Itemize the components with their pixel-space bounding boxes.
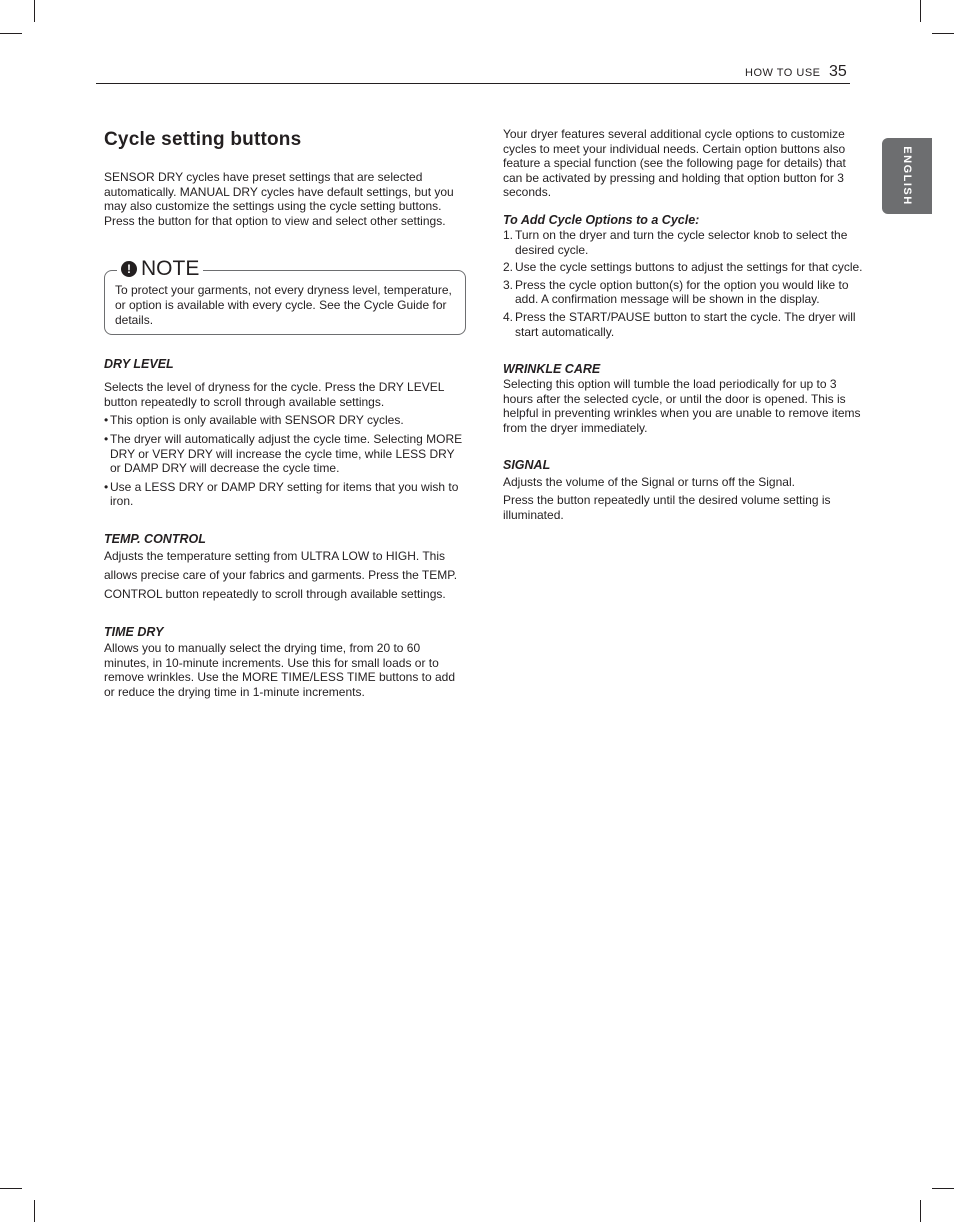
add-options-heading: To Add Cycle Options to a Cycle:: [503, 212, 700, 227]
crop-mark: [920, 1200, 921, 1222]
intro-paragraph: SENSOR DRY cycles have preset settings that are selected automatically. MANUAL DRY cycles have default settings, but you may also customize the settings using the cycle setting buttons. Press the button for that option to view and select other settings.: [104, 170, 454, 228]
crop-mark: [932, 33, 954, 34]
signal-heading: SIGNAL: [503, 457, 551, 472]
warning-icon: !: [121, 261, 137, 277]
signal-text: Adjusts the volume of the Signal or turns off the Signal.: [503, 474, 795, 489]
wrinkle-care-heading: WRINKLE CARE: [503, 362, 601, 377]
time-dry-heading: TIME DRY: [104, 624, 164, 639]
list-item: 2. Use the cycle settings buttons to adjust the settings for that cycle.: [503, 260, 863, 275]
note-text: To protect your garments, not every dryness level, temperature, or option is available with every cycle. See the Cycle Guide for details.: [115, 283, 452, 327]
crop-mark: [34, 1200, 35, 1222]
note-box: [104, 257, 466, 335]
dry-level-text: Selects the level of dryness for the cycle. Press the DRY LEVEL button repeatedly to scroll through available settings.: [104, 380, 444, 409]
signal-instruction: Press the button repeatedly until the desired volume setting is illuminated.: [503, 493, 831, 522]
list-item: 4. Press the START/PAUSE button to start the cycle. The dryer will start automatically.: [503, 309, 856, 339]
crop-mark: [920, 0, 921, 22]
time-dry-text: Allows you to manually select the drying time, from 20 to 60 minutes, in 10-minute increments. Use this for small loads or to remove wrinkles. Use the MORE TIME/LESS TIME buttons to add or reduce the drying time in 1-minute increments.: [104, 640, 456, 699]
crop-mark: [932, 1188, 954, 1189]
dry-level-heading: DRY LEVEL: [104, 357, 174, 372]
note-divider: [215, 270, 453, 271]
list-item: • Use a LESS DRY or DAMP DRY setting for items that you wish to iron.: [104, 480, 466, 509]
header-section-label: HOW TO USE: [745, 67, 821, 79]
dry-level-bullets: [104, 413, 466, 509]
left-column: [104, 128, 466, 699]
list-item: 1. Turn on the dryer and turn the cycle selector knob to select the desired cycle.: [503, 227, 848, 257]
temp-control-text: Adjusts the temperature setting from ULTRA LOW to HIGH. This allows precise care of your fabrics and garments. Press the TEMP. CONTROL button repeatedly to scroll through available settings.: [104, 548, 458, 601]
options-intro: Your dryer features several additional cycle options to customize cycles to meet your individual needs. Certain option buttons also feature a special function (see the following page for details) that can be activated by pressing and holding that option button for 3 seconds.: [503, 127, 846, 200]
right-column: [503, 127, 863, 522]
temp-control-heading: TEMP. CONTROL: [104, 531, 206, 546]
page-number: 35: [829, 63, 847, 80]
list-item: 3. Press the cycle option button(s) for the option you would like to add. A confirmation message will be shown in the display.: [503, 277, 849, 307]
list-item: • This option is only available with SENSOR DRY cycles.: [104, 413, 466, 428]
language-tab: [882, 138, 932, 214]
note-title: NOTE: [141, 257, 200, 281]
list-item: • The dryer will automatically adjust the cycle time. Selecting MORE DRY or VERY DRY will increase the cycle time, while LESS DRY or DAMP DRY will decrease the cycle time.: [104, 432, 466, 476]
crop-mark: [34, 0, 35, 22]
header-rule: [96, 83, 850, 84]
note-header: [117, 256, 203, 282]
page-title: Cycle setting buttons: [104, 129, 302, 150]
wrinkle-care-text: Selecting this option will tumble the load periodically for up to 3 hours after the selected cycle, or until the door is opened. This is helpful in preventing wrinkles when you are unable to remove items from the dryer immediately.: [503, 377, 861, 435]
language-tab-label: ENGLISH: [901, 146, 913, 206]
add-options-steps: [503, 228, 863, 339]
crop-mark: [0, 33, 22, 34]
crop-mark: [0, 1188, 22, 1189]
